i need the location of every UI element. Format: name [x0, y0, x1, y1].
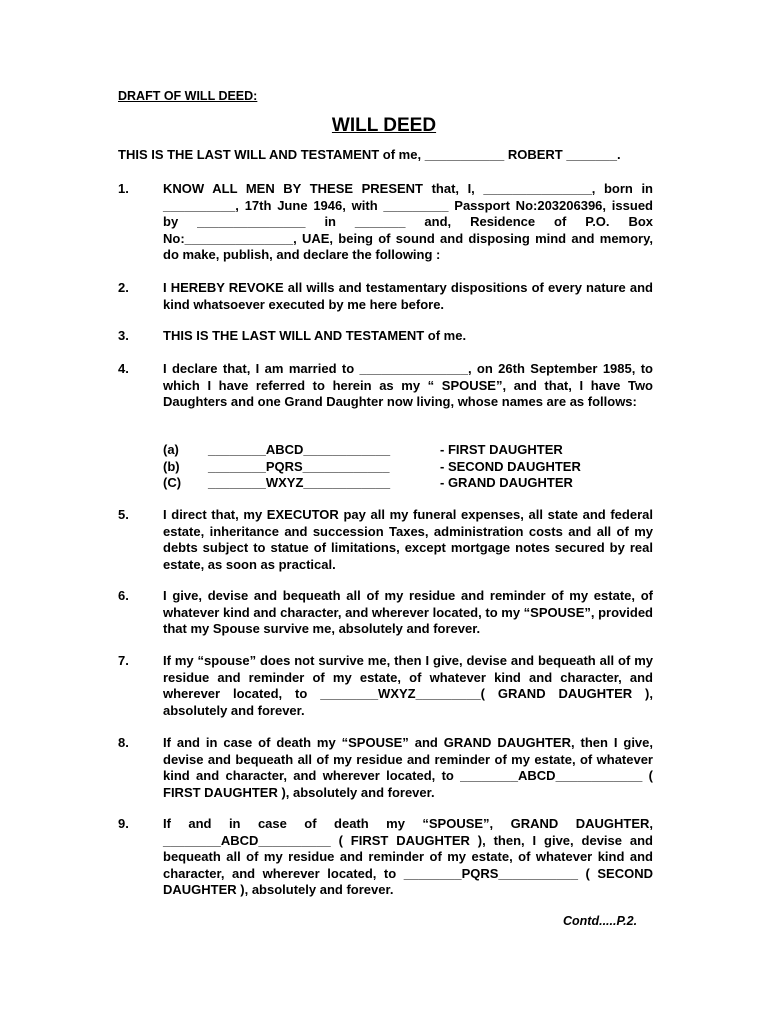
clause-number: 4.: [118, 361, 129, 376]
child-name: ________PQRS____________: [208, 458, 390, 474]
clause-text: I direct that, my EXECUTOR pay all my funeral expenses, all state and federal estate, inheritance and succession Taxes, administration costs and all of my debts subject to statue of limitations, except mortgage notes secured by real estate, as soon as practical.: [163, 507, 653, 572]
child-row: [163, 459, 663, 476]
clause-text: I declare that, I am married to _______________, on 26th September 1985, to which I have referred to herein as my “ SPOUSE”, and that, I have Two Daughters and one Grand Daughter now living, whose names are as follows:: [163, 361, 653, 410]
clause-4: [118, 361, 653, 411]
child-row: [163, 475, 663, 492]
clause-text: If and in case of death my “SPOUSE”, GRAND DAUGHTER, ________ABCD__________ ( FIRST DAUGHTER ), then, I give, devise and bequeath all of my residue and reminder of my estate, of whatever kind and character, and wherever located, to ________PQRS___________ ( SECOND DAUGHTER ), absolutely and forever.: [163, 816, 653, 898]
clause-number: 9.: [118, 816, 129, 831]
child-row: [163, 442, 663, 459]
child-relation: - GRAND DAUGHTER: [440, 475, 573, 491]
continued-note: Contd.....P.2.: [563, 914, 638, 928]
clause-number: 1.: [118, 181, 129, 196]
child-relation: - SECOND DAUGHTER: [440, 458, 581, 474]
child-name: ________WXYZ____________: [208, 475, 391, 491]
child-letter: (b): [163, 458, 180, 474]
clause-3: [118, 328, 653, 345]
clause-8: [118, 735, 653, 801]
clause-number: 2.: [118, 280, 129, 295]
clause-7: [118, 653, 653, 719]
child-name: ________ABCD____________: [208, 442, 391, 457]
children-list: [163, 442, 663, 492]
clause-5: [118, 507, 653, 573]
clause-text: I HEREBY REVOKE all wills and testamentary dispositions of every nature and kind whatsoever executed by me here before.: [163, 280, 653, 312]
clause-text: KNOW ALL MEN BY THESE PRESENT that, I, _______________, born in __________, 17th June 1946, with _________ Passport No:203206396, issued by _______________ in _______ and, Residence of P.O. Box No:_______________, UAE, being of sound and disposing mind and memory, do make, publish, and declare the following :: [163, 181, 653, 263]
child-relation: - FIRST DAUGHTER: [440, 442, 563, 457]
clause-number: 7.: [118, 653, 129, 668]
clause-9: [118, 816, 653, 899]
clause-2: [118, 280, 653, 313]
clause-number: 5.: [118, 507, 129, 522]
child-letter: (C): [163, 475, 182, 491]
clause-text: If and in case of death my “SPOUSE” and GRAND DAUGHTER, then I give, devise and bequeath all of my residue and reminder of my estate, of whatever kind and character, and wherever located, to ________ABCD____________ ( FIRST DAUGHTER ), absolutely and forever.: [163, 735, 653, 800]
clause-number: 8.: [118, 735, 129, 750]
clause-text: I give, devise and bequeath all of my residue and reminder of my estate, of whatever kind and character, and wherever located, to my “SPOUSE”, provided that my Spouse survive me, absolutely and forever.: [163, 588, 653, 637]
clause-number: 6.: [118, 588, 129, 603]
clause-1: [118, 181, 653, 264]
clause-number: 3.: [118, 328, 129, 343]
clause-text: THIS IS THE LAST WILL AND TESTAMENT of me.: [163, 328, 467, 343]
draft-label: DRAFT OF WILL DEED:: [118, 89, 258, 103]
child-letter: (a): [163, 442, 179, 457]
document-title: WILL DEED: [331, 115, 437, 136]
clause-text: If my “spouse” does not survive me, then I give, devise and bequeath all of my residue and reminder of my estate, of whatever kind and character, and wherever located, to ________WXYZ_________( GRAND DAUGHTER ), absolutely and forever.: [163, 653, 653, 718]
intro-line: THIS IS THE LAST WILL AND TESTAMENT of me, ___________ ROBERT _______.: [118, 147, 621, 162]
clause-6: [118, 588, 653, 638]
